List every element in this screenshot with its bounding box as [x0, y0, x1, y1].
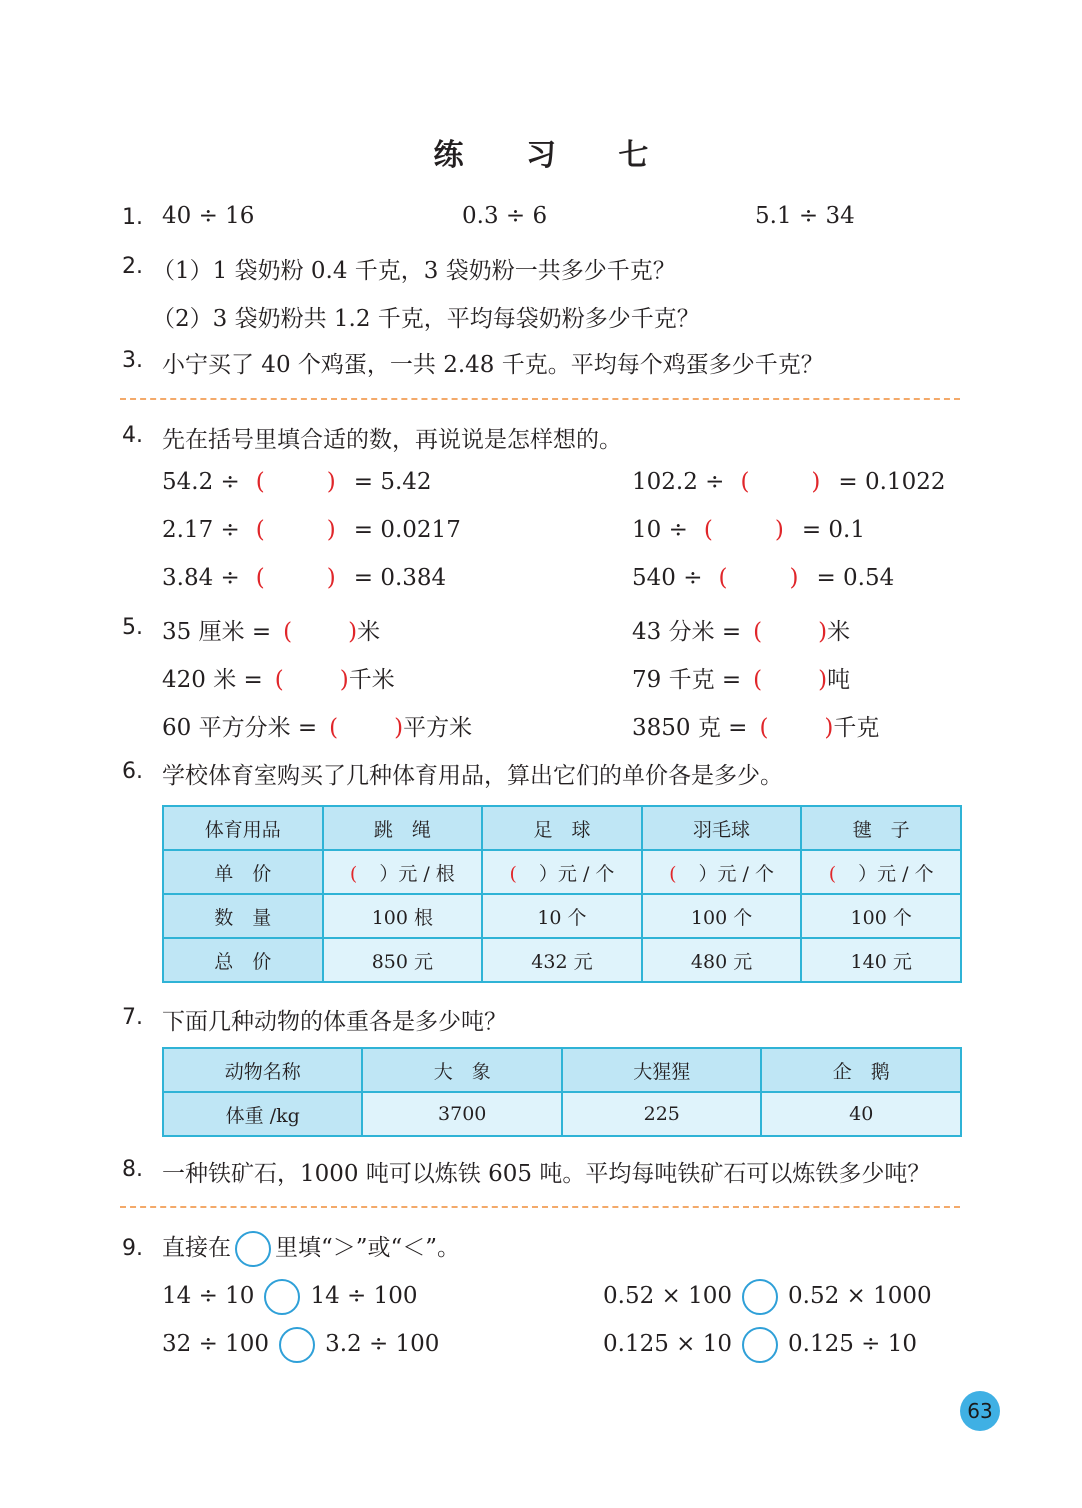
compare-circle-icon[interactable]: [742, 1327, 778, 1363]
fill-blank: 79 千克 = ( )吨: [632, 667, 851, 693]
question-text: 一种铁矿石，1000 吨可以炼铁 605 吨。平均每吨铁矿石可以炼铁多少吨？: [162, 1161, 931, 1187]
section-divider: [120, 398, 960, 400]
table-cell: 140 元: [801, 938, 961, 982]
compare-item: 0.52 × 100 0.52 × 1000: [603, 1278, 932, 1315]
compare-item: 32 ÷ 100 3.2 ÷ 100: [162, 1326, 439, 1363]
fill-blank: 102.2 ÷ ( ) = 0.1022: [632, 469, 946, 495]
table-cell: 100 个: [642, 894, 802, 938]
table-cell: 3700: [362, 1092, 562, 1136]
question-text: 下面几种动物的体重各是多少吨？: [162, 1009, 507, 1035]
question-text: （1）1 袋奶粉 0.4 千克，3 袋奶粉一共多少千克？: [152, 258, 676, 284]
table-header: 跳 绳: [323, 806, 483, 850]
row-label: 数 量: [163, 894, 323, 938]
table-header: 动物名称: [163, 1048, 362, 1092]
fill-blank: 43 分米 = ( )米: [632, 619, 851, 645]
table-header: 企 鹅: [761, 1048, 961, 1092]
table-cell: ( ）元 / 个: [642, 850, 802, 894]
question-number: 2.: [122, 254, 143, 279]
page-title: 练 习 七: [433, 138, 675, 173]
fill-blank: 3.84 ÷ ( ) = 0.384: [162, 565, 447, 591]
question-text: 小宁买了 40 个鸡蛋，一共 2.48 千克。平均每个鸡蛋多少千克？: [162, 352, 824, 378]
compare-circle-icon[interactable]: [264, 1279, 300, 1315]
expression: 0.3 ÷ 6: [462, 203, 548, 229]
question-number: 4.: [122, 423, 143, 448]
question-number: 9.: [122, 1236, 143, 1261]
fill-blank: 3850 克 = ( )千克: [632, 715, 880, 741]
row-label: 单 价: [163, 850, 323, 894]
fill-blank: 54.2 ÷ ( ) = 5.42: [162, 469, 432, 495]
fill-blank: 2.17 ÷ ( ) = 0.0217: [162, 517, 461, 543]
table-cell: 100 根: [323, 894, 483, 938]
table-header: 足 球: [482, 806, 642, 850]
table-cell: 40: [761, 1092, 961, 1136]
table-cell: 432 元: [482, 938, 642, 982]
table-header: 大猩猩: [562, 1048, 761, 1092]
row-label: 总 价: [163, 938, 323, 982]
compare-circle-icon: [235, 1231, 271, 1267]
question-number: 5.: [122, 615, 143, 640]
fill-blank: 10 ÷ ( ) = 0.1: [632, 517, 865, 543]
table-header: 毽 子: [801, 806, 961, 850]
table-header: 体育用品: [163, 806, 323, 850]
question-text: 先在括号里填合适的数，再说说是怎样想的。: [162, 427, 622, 453]
question-number: 7.: [122, 1005, 143, 1030]
question-text: 学校体育室购买了几种体育用品，算出它们的单价各是多少。: [162, 763, 783, 789]
question-number: 1.: [122, 205, 143, 230]
compare-circle-icon[interactable]: [742, 1279, 778, 1315]
question-number: 6.: [122, 759, 143, 784]
table-cell: 100 个: [801, 894, 961, 938]
table-header: 羽毛球: [642, 806, 802, 850]
fill-blank: 420 米 = ( )千米: [162, 667, 395, 693]
animal-weight-table: [162, 1047, 962, 1137]
table-cell: 850 元: [323, 938, 483, 982]
table-cell: 225: [562, 1092, 761, 1136]
compare-item: 0.125 × 10 0.125 ÷ 10: [603, 1326, 917, 1363]
question-text: （2）3 袋奶粉共 1.2 千克，平均每袋奶粉多少千克？: [152, 306, 700, 332]
table-cell: ( ）元 / 根: [323, 850, 483, 894]
expression: 5.1 ÷ 34: [755, 203, 855, 229]
table-cell: ( ）元 / 个: [482, 850, 642, 894]
expression: 40 ÷ 16: [162, 203, 255, 229]
compare-item: 14 ÷ 10 14 ÷ 100: [162, 1278, 418, 1315]
question-text: 直接在 里填“＞”或“＜”。: [162, 1230, 460, 1267]
table-cell: 480 元: [642, 938, 802, 982]
fill-blank: 540 ÷ ( ) = 0.54: [632, 565, 895, 591]
fill-blank: 60 平方分米 = ( )平方米: [162, 715, 473, 741]
table-cell: ( ）元 / 个: [801, 850, 961, 894]
table-cell: 10 个: [482, 894, 642, 938]
fill-blank: 35 厘米 = ( )米: [162, 619, 381, 645]
compare-circle-icon[interactable]: [279, 1327, 315, 1363]
question-number: 8.: [122, 1157, 143, 1182]
sports-goods-table: [162, 805, 962, 983]
page-number-badge: 63: [960, 1391, 1000, 1431]
table-header: 大 象: [362, 1048, 562, 1092]
row-label: 体重 /kg: [163, 1092, 362, 1136]
section-divider: [120, 1206, 960, 1208]
question-number: 3.: [122, 348, 143, 373]
